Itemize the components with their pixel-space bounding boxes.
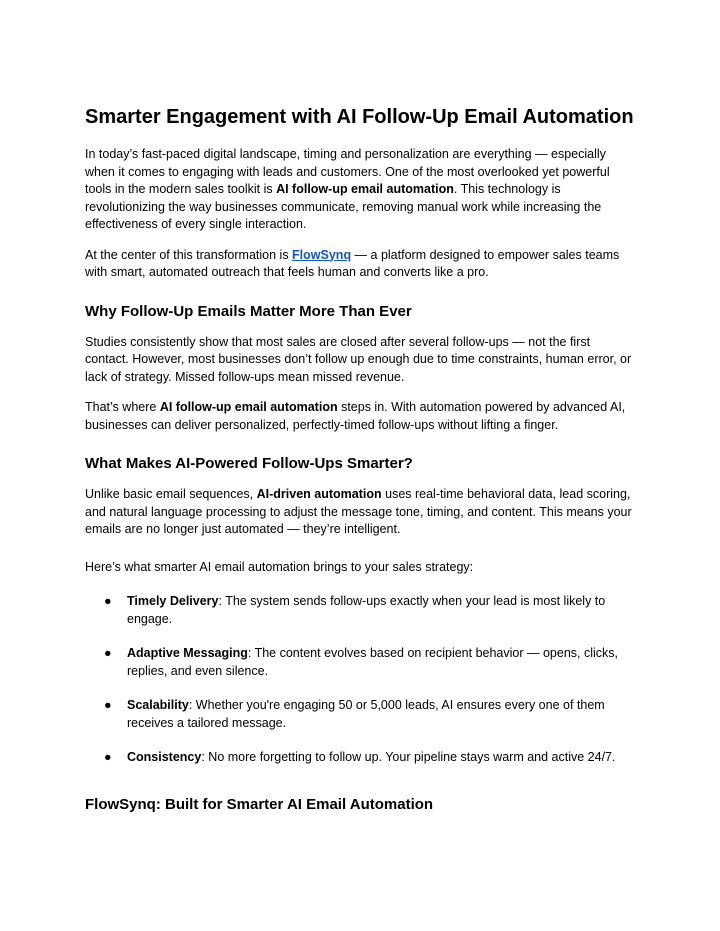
intro-paragraph-2 [85, 247, 633, 282]
list-item [85, 749, 633, 767]
document-title: Smarter Engagement with AI Follow-Up Email Automation [85, 106, 634, 128]
intro-bold-term: AI follow-up email automation [276, 182, 454, 196]
section2-paragraph-1 [85, 486, 633, 539]
bullet-term: Scalability [127, 698, 189, 712]
flowsynq-link[interactable]: FlowSynq [292, 247, 352, 262]
bullet-text: : The system sends follow-ups exactly when your lead is most likely to engage. [127, 594, 606, 626]
intro-text: At the center of this transformation is [85, 247, 293, 262]
list-item [85, 697, 633, 732]
section2-text: Unlike basic email sequences, [85, 487, 257, 501]
section-heading-flowsynq: FlowSynq: Built for Smarter AI Email Automation [85, 795, 434, 813]
bullet-text: : Whether you're engaging 50 or 5,000 leads, AI ensures every one of them receives a tailored message. [127, 698, 605, 730]
intro-text: — a platform designed to empower sales teams with smart, automated outreach that feels human and converts like a pro. [85, 247, 620, 279]
bullet-text: : No more forgetting to follow up. Your pipeline stays warm and active 24/7. [201, 750, 616, 764]
document-page [85, 105, 633, 827]
intro-text: . This technology is revolutionizing the way businesses communicate, removing manual work while increasing the effectiveness of every single interaction. [85, 182, 602, 231]
bullet-text: : The content evolves based on recipient behavior — opens, clicks, replies, and even silence. [127, 646, 618, 678]
section-heading-why-follow-ups: Why Follow-Up Emails Matter More Than Ever [85, 302, 412, 320]
feature-bullet-list [85, 593, 633, 767]
section1-paragraph-2 [85, 399, 633, 434]
bullet-icon: ● [104, 594, 112, 608]
section1-text: That’s where [85, 400, 160, 414]
bullet-term: Timely Delivery [127, 594, 219, 608]
section1-paragraph-1: Studies consistently show that most sales are closed after several follow-ups — not the first contact. However, most businesses don’t follow up enough due to time constraints, human error, or lack of strategy. Missed follow-ups mean missed revenue. [85, 334, 632, 384]
list-item [85, 645, 633, 680]
list-item [85, 593, 633, 628]
section2-text: uses real-time behavioral data, lead scoring, and natural language processing to adjust the message tone, timing, and content. This means your emails are no longer just automated — they’re intelligent. [85, 487, 632, 536]
section1-bold-term: AI follow-up email automation [159, 400, 338, 414]
bullet-term: Consistency [127, 750, 202, 764]
section-heading-what-makes-smarter: What Makes AI-Powered Follow-Ups Smarter? [85, 455, 413, 472]
bullet-icon: ● [104, 646, 112, 660]
bullet-icon: ● [104, 698, 112, 712]
section1-text: steps in. With automation powered by advanced AI, businesses can deliver personalized, perfectly-timed follow-ups without lifting a finger. [85, 400, 626, 432]
section2-paragraph-2: Here’s what smarter AI email automation brings to your sales strategy: [85, 559, 474, 574]
intro-text: In today’s fast-paced digital landscape, timing and personalization are everything — especially when it comes to engaging with leads and customers. One of the most overlooked yet powerful tools in the modern sales toolkit is [85, 147, 610, 196]
bullet-icon: ● [104, 750, 112, 764]
bullet-term: Adaptive Messaging [127, 646, 248, 660]
section2-bold-term: AI-driven automation [256, 487, 382, 501]
intro-paragraph-1 [85, 146, 633, 234]
